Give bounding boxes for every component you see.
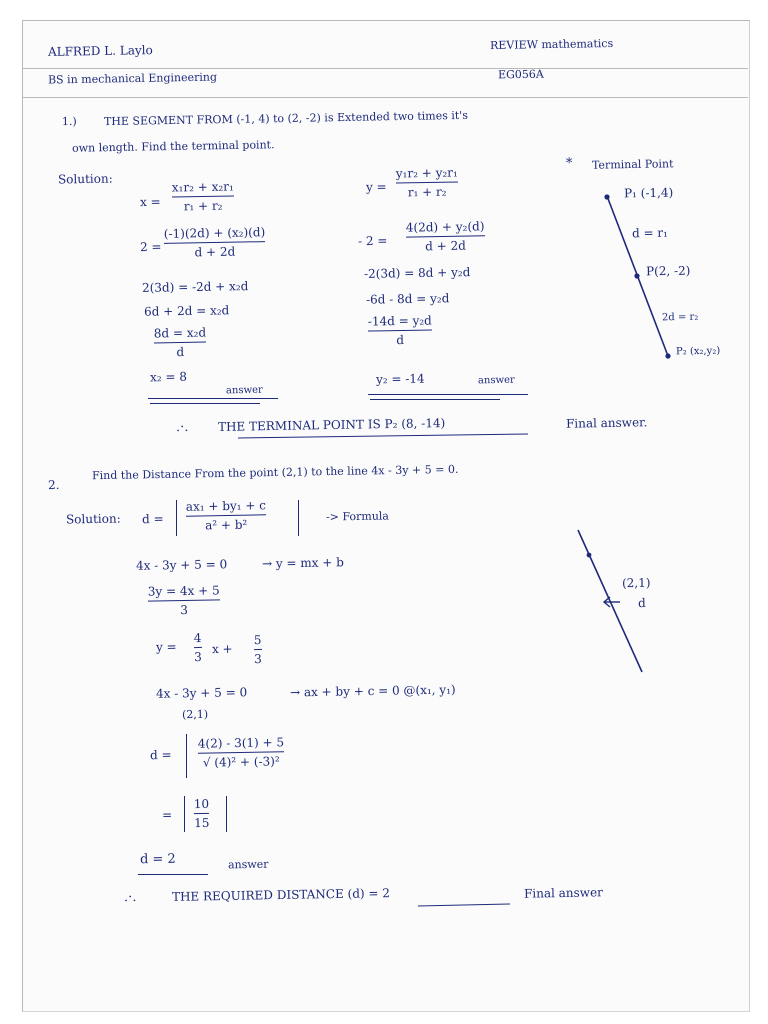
problem-1-statement: THE SEGMENT FROM (-1, 4) to (2, -2) is Extended two times it's	[103, 108, 469, 129]
slope-form-tag: → y = mx + b	[261, 555, 344, 571]
line-sketch	[578, 530, 642, 672]
y-step-2: -2(3d) = 8d + y₂d	[363, 265, 471, 281]
section-code: EG056A	[497, 67, 544, 82]
line-equation: 4x - 3y + 5 = 0	[135, 557, 228, 573]
denominator: r₁ + r₂	[183, 198, 223, 214]
point-p-label: P(2, -2)	[645, 263, 691, 279]
denominator: a² + b²	[205, 517, 248, 533]
final-2-underline	[418, 904, 510, 906]
numerator: 4	[193, 630, 202, 646]
numerator: (-1)(2d) + (x₂)(d)	[163, 225, 266, 241]
numerator: 10	[193, 796, 210, 812]
x-step-lhs: 2 =	[139, 239, 162, 255]
subject-label: REVIEW mathematics	[489, 36, 614, 53]
distance-label: d =	[141, 511, 164, 527]
numerator: 4(2) - 3(1) + 5	[197, 735, 285, 751]
ratio-r1-label: d = r₁	[631, 225, 669, 241]
numerator: 4(2d) + y₂(d)	[405, 219, 485, 235]
final-answer-1: THE TERMINAL POINT IS P₂ (8, -14)	[217, 416, 446, 434]
numerator: 3y = 4x + 5	[147, 583, 220, 599]
denominator: d + 2d	[425, 238, 466, 254]
x-result: x₂ = 8	[149, 369, 188, 385]
distance-label: d =	[149, 747, 172, 763]
denominator: √ (4)² + (-3)²	[202, 754, 280, 770]
therefore-symbol: .·.	[175, 419, 189, 436]
numerator: -14d = y₂d	[367, 313, 432, 329]
y-equals: y =	[155, 639, 177, 655]
solution-label: Solution:	[57, 171, 113, 187]
x-step-3: 6d + 2d = x₂d	[143, 303, 230, 319]
denominator: 15	[194, 815, 210, 831]
final-answer-2: THE REQUIRED DISTANCE (d) = 2	[171, 886, 391, 904]
denominator: d + 2d	[194, 244, 236, 260]
point-p2-dot	[665, 353, 670, 358]
denominator: 3	[194, 649, 202, 665]
distance-d-label: d	[637, 595, 646, 611]
y-label: y =	[365, 179, 387, 195]
numerator: x₁r₂ + x₂r₁	[171, 179, 234, 195]
student-name: ALFRED L. Laylo	[47, 43, 153, 59]
point-p-dot	[634, 273, 639, 278]
denominator: d	[396, 332, 405, 348]
formula-tag: -> Formula	[325, 509, 390, 524]
numerator: 8d = x₂d	[153, 325, 207, 341]
point-p2-label: P₂ (x₂,y₂)	[675, 345, 721, 358]
point-p1-label: P₁ (-1,4)	[623, 185, 674, 201]
denominator: d	[176, 344, 185, 360]
y-step-3: -6d - 8d = y₂d	[365, 291, 450, 307]
problem-1-number: 1.)	[61, 114, 77, 129]
course-label: BS in mechanical Engineering	[47, 70, 218, 87]
y-answer-tag: answer	[477, 374, 515, 387]
denominator: 3	[180, 602, 189, 618]
x-label: x =	[139, 194, 161, 210]
denominator: 3	[254, 651, 262, 667]
final-answer-1-tag: Final answer.	[565, 415, 648, 431]
y-result: y₂ = -14	[375, 371, 425, 387]
given-point: (2,1)	[181, 707, 209, 722]
general-form-tag: → ax + by + c = 0 @(x₁, y₁)	[289, 682, 456, 700]
numerator: ax₁ + by₁ + c	[185, 498, 267, 514]
x-answer-tag: answer	[225, 384, 263, 397]
point-label: (2,1)	[621, 575, 651, 591]
diagram-title: Terminal Point	[591, 157, 674, 172]
problem-1-statement-cont: own length. Find the terminal point.	[71, 138, 275, 155]
final-1-underline	[238, 434, 528, 438]
denominator: r₁ + r₂	[407, 184, 447, 200]
equals-sign: =	[161, 807, 173, 823]
ratio-r2-label: 2d = r₂	[661, 311, 699, 324]
distance-result: d = 2	[139, 851, 176, 868]
x-plus: x +	[211, 641, 233, 657]
star-mark: *	[565, 155, 573, 172]
numerator: 5	[253, 632, 262, 648]
problem-2-statement: Find the Distance From the point (2,1) to the line 4x - 3y + 5 = 0.	[91, 462, 459, 483]
final-answer-2-tag: Final answer	[523, 885, 603, 901]
general-form: 4x - 3y + 5 = 0	[155, 685, 248, 701]
x-step-2: 2(3d) = -2d + x₂d	[141, 279, 249, 295]
solution-label: Solution:	[65, 511, 121, 527]
problem-2-number: 2.	[47, 477, 60, 493]
therefore-symbol: .·.	[123, 889, 137, 906]
y-step-lhs: - 2 =	[357, 233, 388, 249]
line-point-dot	[587, 553, 592, 558]
distance-answer-tag: answer	[227, 857, 269, 872]
numerator: y₁r₂ + y₂r₁	[395, 165, 458, 181]
point-p1-dot	[604, 194, 609, 199]
